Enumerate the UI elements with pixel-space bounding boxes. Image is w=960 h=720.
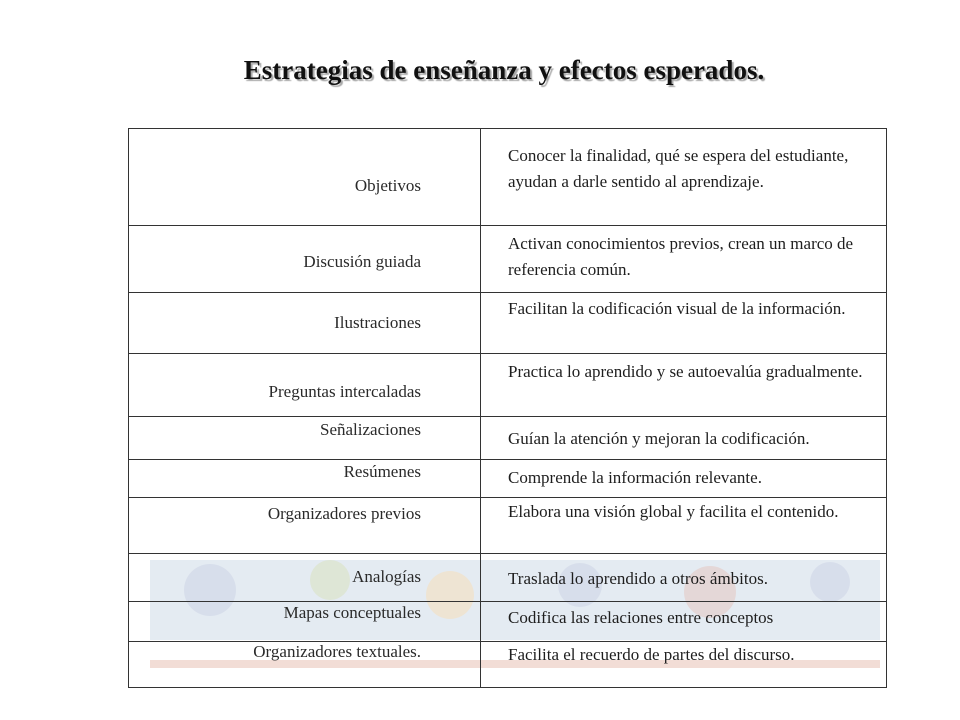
effect-cell: Elabora una visión global y facilita el contenido. <box>508 502 839 521</box>
table-row <box>129 602 886 642</box>
table-row <box>129 129 886 226</box>
effect-cell: Comprende la información relevante. <box>508 468 762 487</box>
strategy-cell: Discusión guiada <box>303 252 421 271</box>
strategy-cell: Resúmenes <box>343 462 421 481</box>
effect-cell: Activan conocimientos previos, crean un marco de referencia común. <box>508 234 854 279</box>
table-row <box>129 226 886 293</box>
effect-cell: Conocer la finalidad, qué se espera del estudiante, ayudan a darle sentido al aprendizaje. <box>508 146 849 191</box>
strategy-cell: Ilustraciones <box>334 313 421 332</box>
effect-cell: Facilitan la codificación visual de la información. <box>508 299 846 318</box>
effect-cell: Practica lo aprendido y se autoevalúa gradualmente. <box>508 362 863 381</box>
strategy-cell: Organizadores previos <box>267 504 421 523</box>
table-row <box>129 354 886 417</box>
strategy-cell: Objetivos <box>354 176 421 195</box>
effect-cell: Guían la atención y mejoran la codificación. <box>508 429 810 448</box>
table-row <box>129 498 886 554</box>
strategy-cell: Analogías <box>352 567 421 586</box>
strategy-cell: Organizadores textuales. <box>253 642 421 661</box>
strategy-cell: Mapas conceptuales <box>283 603 421 622</box>
table-row <box>129 460 886 498</box>
table-row <box>129 293 886 354</box>
table-row <box>129 554 886 602</box>
page-title: Estrategias de enseñanza y efectos esperados. <box>243 55 765 85</box>
effect-cell: Codifica las relaciones entre conceptos <box>508 608 774 627</box>
strategies-table <box>128 128 887 688</box>
table-row <box>129 417 886 460</box>
strategy-cell: Preguntas intercaladas <box>268 382 421 401</box>
effect-cell: Traslada lo aprendido a otros ámbitos. <box>508 569 768 588</box>
table-row <box>129 642 886 688</box>
effect-cell: Facilita el recuerdo de partes del discurso. <box>508 645 795 664</box>
strategy-cell: Señalizaciones <box>319 420 421 439</box>
